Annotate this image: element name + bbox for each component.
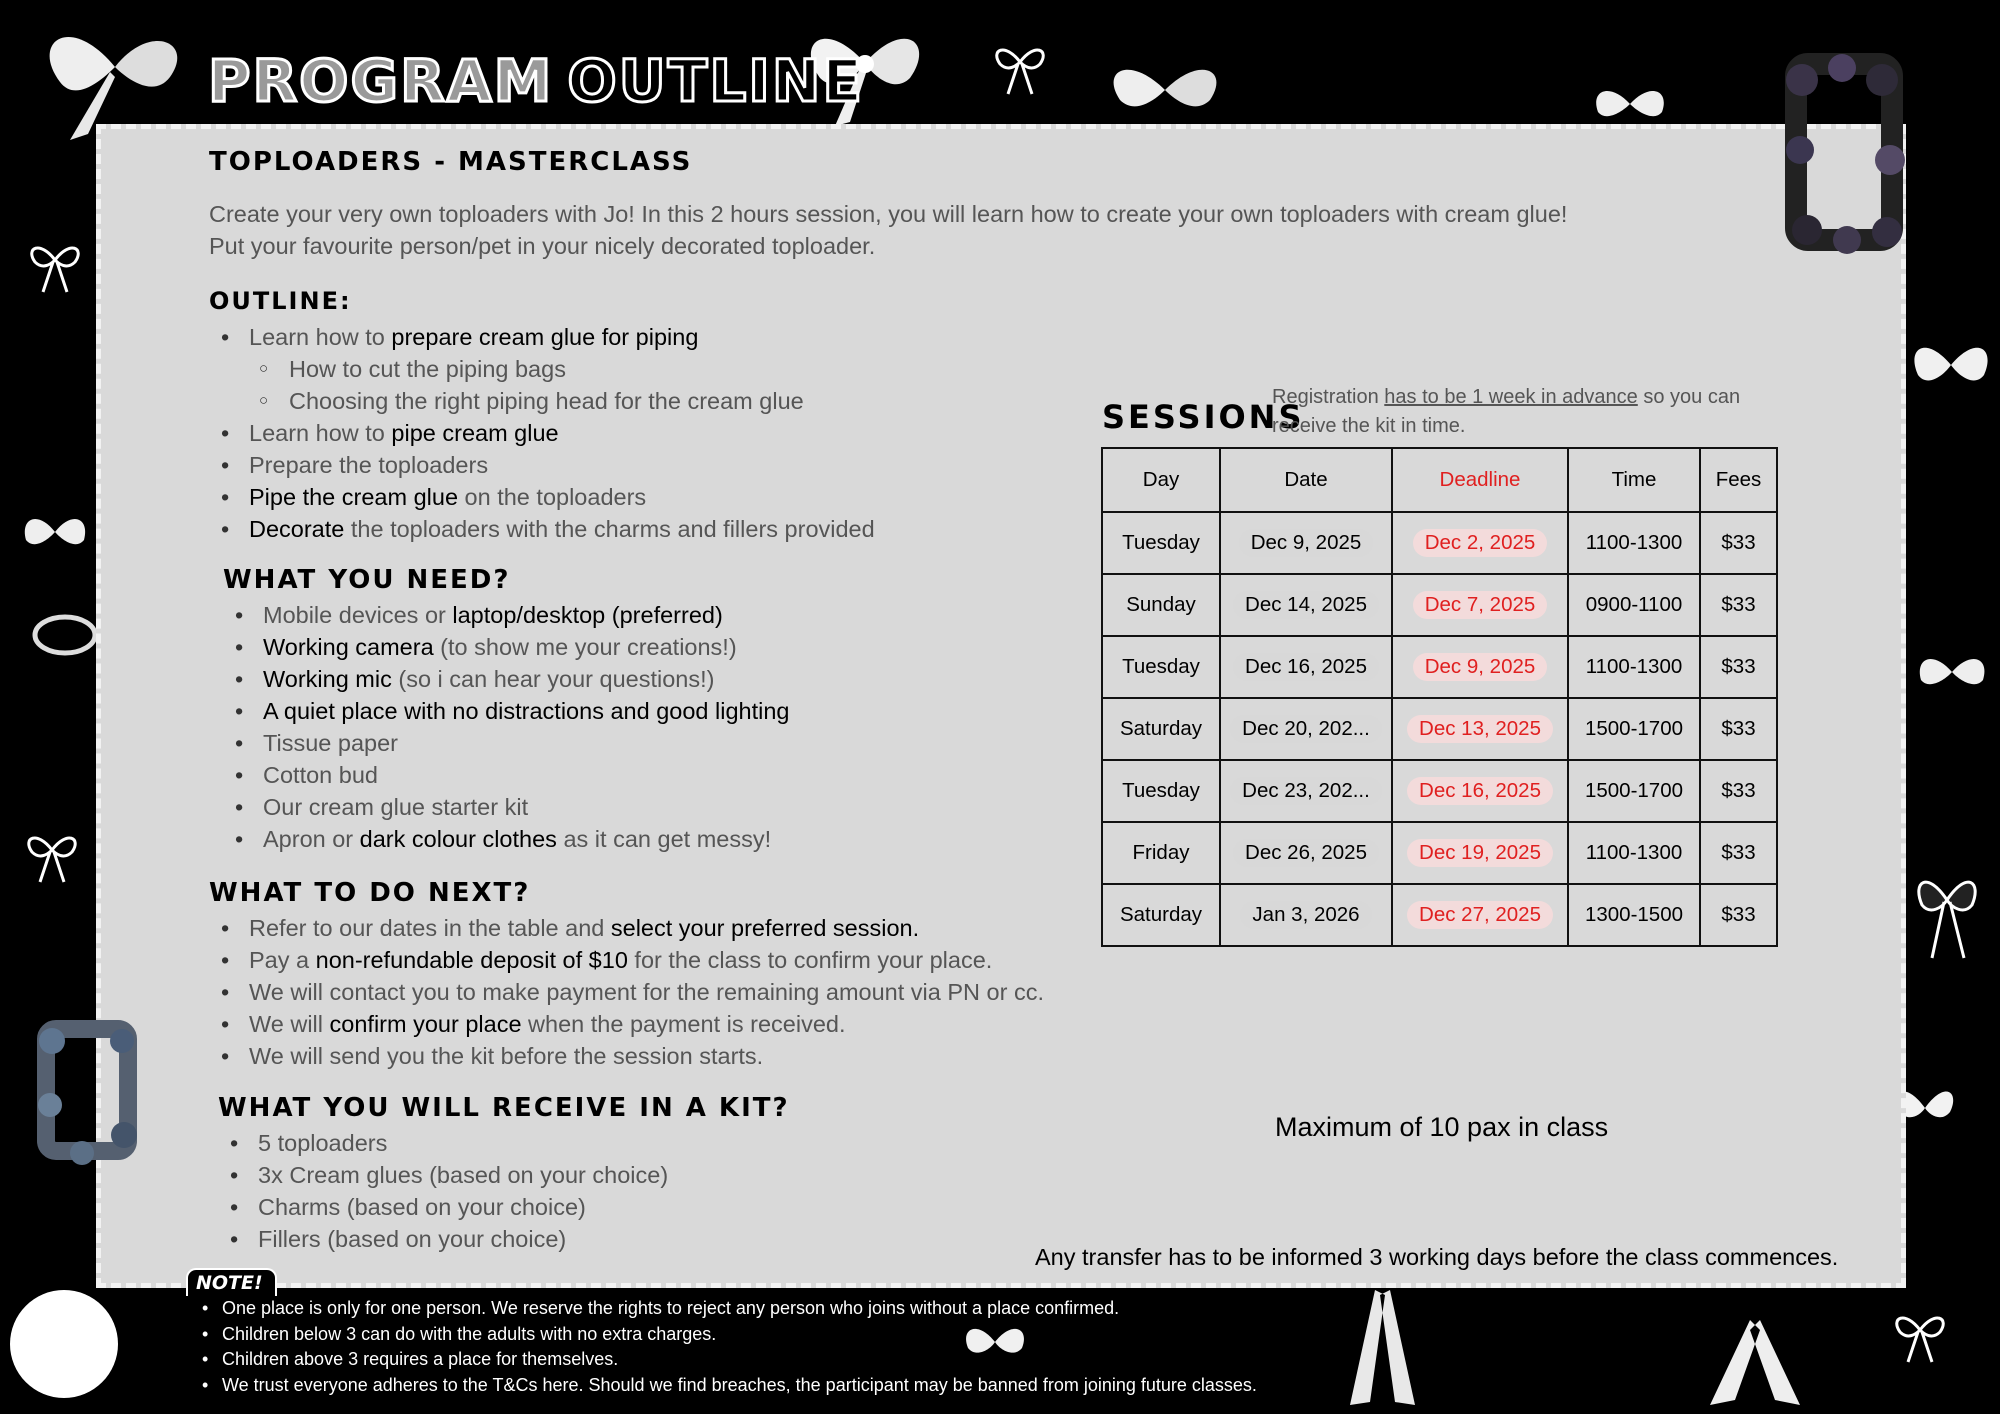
time-cell: 1100-1300 <box>1568 512 1700 574</box>
sessions-table <box>1101 447 1778 947</box>
list-item: ○ Choosing the right piping head for the cream glue <box>209 385 875 417</box>
decorative-flower-frame-icon <box>1782 50 1907 255</box>
fee-cell: $33 <box>1700 698 1777 760</box>
fee-cell: $33 <box>1700 884 1777 946</box>
ribbon-bow-icon <box>1906 330 1996 410</box>
list-item: • Refer to our dates in the table and select your preferred session. <box>209 912 1044 944</box>
deadline-cell <box>1392 636 1568 698</box>
max-pax-note: Maximum of 10 pax in class <box>1275 1112 1609 1142</box>
time-cell: 1500-1700 <box>1568 698 1700 760</box>
time-cell: 1100-1300 <box>1568 636 1700 698</box>
note-item: • One place is only for one person. We reserve the rights to reject any person who joins without a place confirmed. <box>192 1296 1257 1322</box>
page-title-part-1: PROGRAM <box>208 47 554 115</box>
list-item: • Our cream glue starter kit <box>223 791 790 823</box>
note-label: NOTE! <box>186 1268 277 1296</box>
deadline-cell <box>1392 822 1568 884</box>
deadline-cell <box>1392 760 1568 822</box>
intro-text <box>209 198 1609 262</box>
date-chip: Dec 14, 2025 <box>1233 591 1379 619</box>
outline-heading: OUTLINE: <box>209 287 352 315</box>
date-chip: Jan 3, 2026 <box>1240 901 1371 929</box>
ribbon-bow-icon <box>1912 870 1982 960</box>
transfer-note: Any transfer has to be informed 3 working days before the class commences. <box>1035 1244 1839 1270</box>
brand-logo <box>10 1290 118 1398</box>
table-row <box>1102 636 1777 698</box>
ribbon-bow-icon <box>1320 1290 1440 1410</box>
what-to-do-next-heading: WHAT TO DO NEXT? <box>209 878 531 908</box>
deadline-cell <box>1392 512 1568 574</box>
deadline-chip: Dec 27, 2025 <box>1407 901 1553 929</box>
ribbon-bow-icon <box>1590 82 1670 126</box>
list-item: • Learn how to pipe cream glue <box>209 417 875 449</box>
date-cell <box>1220 760 1392 822</box>
registration-note: Registration has to be 1 week in advance so you can receive the kit in time. <box>1272 386 1741 437</box>
date-chip: Dec 26, 2025 <box>1233 839 1379 867</box>
day-cell: Saturday <box>1102 884 1220 946</box>
table-row <box>1102 512 1777 574</box>
day-cell: Tuesday <box>1102 636 1220 698</box>
deadline-chip: Dec 13, 2025 <box>1407 715 1553 743</box>
deadline-chip: Dec 16, 2025 <box>1407 777 1553 805</box>
table-row <box>1102 884 1777 946</box>
kit-list <box>218 1127 668 1255</box>
list-item: • Decorate the toploaders with the charms and fillers provided <box>209 513 875 545</box>
date-cell <box>1220 822 1392 884</box>
list-item: • Prepare the toploaders <box>209 449 875 481</box>
date-cell <box>1220 512 1392 574</box>
table-row <box>1102 698 1777 760</box>
page-title-part-2: OUTLINE <box>567 47 865 115</box>
ribbon-bow-icon <box>1890 1310 1950 1365</box>
ribbon-bow-icon <box>990 42 1050 97</box>
what-you-need-list <box>223 599 790 855</box>
note-item: • Children above 3 requires a place for themselves. <box>192 1347 1257 1373</box>
table-header-row <box>1102 448 1777 512</box>
date-chip: Dec 23, 202... <box>1230 777 1382 805</box>
note-item: • We trust everyone adheres to the T&Cs here. Should we find breaches, the participant may be banned from joining future classes. <box>192 1373 1257 1399</box>
date-chip: Dec 16, 2025 <box>1233 653 1379 681</box>
list-item: • Tissue paper <box>223 727 790 759</box>
column-header-fees: Fees <box>1700 448 1777 512</box>
column-header-date: Date <box>1220 448 1392 512</box>
time-cell: 0900-1100 <box>1568 574 1700 636</box>
fee-cell: $33 <box>1700 636 1777 698</box>
what-you-need-heading: WHAT YOU NEED? <box>223 565 511 595</box>
date-chip: Dec 9, 2025 <box>1239 529 1374 557</box>
deadline-cell <box>1392 574 1568 636</box>
ribbon-bow-icon <box>1100 50 1230 130</box>
list-item: • We will contact you to make payment for the remaining amount via PN or cc. <box>209 976 1044 1008</box>
note-list <box>192 1296 1257 1398</box>
ribbon-bow-icon <box>25 240 85 295</box>
time-cell: 1100-1300 <box>1568 822 1700 884</box>
table-row <box>1102 760 1777 822</box>
date-chip: Dec 20, 202... <box>1230 715 1382 743</box>
day-cell: Saturday <box>1102 698 1220 760</box>
fee-cell: $33 <box>1700 760 1777 822</box>
column-header-day: Day <box>1102 448 1220 512</box>
day-cell: Tuesday <box>1102 760 1220 822</box>
what-to-do-next-list <box>209 912 1044 1072</box>
fee-cell: $33 <box>1700 574 1777 636</box>
date-cell <box>1220 574 1392 636</box>
list-item: • Fillers (based on your choice) <box>218 1223 668 1255</box>
list-item: • Mobile devices or laptop/desktop (preferred) <box>223 599 790 631</box>
list-item: • We will send you the kit before the session starts. <box>209 1040 1044 1072</box>
list-item: • Working camera (to show me your creations!) <box>223 631 790 663</box>
kit-heading: WHAT YOU WILL RECEIVE IN A KIT? <box>218 1093 790 1123</box>
list-item: • A quiet place with no distractions and good lighting <box>223 695 790 727</box>
list-item: • 3x Cream glues (based on your choice) <box>218 1159 668 1191</box>
ribbon-bow-icon <box>1690 1300 1820 1410</box>
list-item: • Cotton bud <box>223 759 790 791</box>
list-item: • We will confirm your place when the payment is received. <box>209 1008 1044 1040</box>
masterclass-title: TOPLOADERS - MASTERCLASS <box>209 147 693 177</box>
ribbon-bow-icon <box>22 830 82 885</box>
day-cell: Sunday <box>1102 574 1220 636</box>
date-cell <box>1220 698 1392 760</box>
column-header-deadline: Deadline <box>1392 448 1568 512</box>
date-cell <box>1220 884 1392 946</box>
outline-list <box>209 321 875 545</box>
registration-deadline-emphasis: has to be 1 week in advance <box>1384 386 1638 408</box>
list-item: • Pay a non-refundable deposit of $10 for the class to confirm your place. <box>209 944 1044 976</box>
table-row <box>1102 574 1777 636</box>
list-item: • Pipe the cream glue on the toploaders <box>209 481 875 513</box>
time-cell: 1500-1700 <box>1568 760 1700 822</box>
intro-line: Create your very own toploaders with Jo! In this 2 hours session, you will learn how to create your own toploaders with cream glue! <box>209 201 1568 227</box>
fee-cell: $33 <box>1700 822 1777 884</box>
deadline-chip: Dec 2, 2025 <box>1413 529 1548 557</box>
column-header-time: Time <box>1568 448 1700 512</box>
ribbon-bow-icon <box>20 510 90 554</box>
list-item: • Apron or dark colour clothes as it can get messy! <box>223 823 790 855</box>
list-item: • 5 toploaders <box>218 1127 668 1159</box>
decorative-flower-frame-icon <box>32 1015 144 1165</box>
list-item: • Working mic (so i can hear your questions!) <box>223 663 790 695</box>
date-cell <box>1220 636 1392 698</box>
list-item: • Charms (based on your choice) <box>218 1191 668 1223</box>
page-title <box>208 47 865 115</box>
day-cell: Tuesday <box>1102 512 1220 574</box>
deadline-chip: Dec 9, 2025 <box>1413 653 1548 681</box>
deadline-chip: Dec 7, 2025 <box>1413 591 1548 619</box>
list-item: ○ How to cut the piping bags <box>209 353 875 385</box>
deadline-chip: Dec 19, 2025 <box>1407 839 1553 867</box>
list-item: • Learn how to prepare cream glue for piping <box>209 321 875 353</box>
intro-line: Put your favourite person/pet in your nicely decorated toploader. <box>209 233 876 259</box>
deadline-cell <box>1392 698 1568 760</box>
fee-cell: $33 <box>1700 512 1777 574</box>
table-row <box>1102 822 1777 884</box>
note-item: • Children below 3 can do with the adults with no extra charges. <box>192 1322 1257 1348</box>
day-cell: Friday <box>1102 822 1220 884</box>
time-cell: 1300-1500 <box>1568 884 1700 946</box>
deadline-cell <box>1392 884 1568 946</box>
sessions-heading: SESSIONS <box>1102 398 1305 436</box>
ribbon-bow-icon <box>30 610 100 660</box>
ribbon-bow-icon <box>1915 650 1990 694</box>
